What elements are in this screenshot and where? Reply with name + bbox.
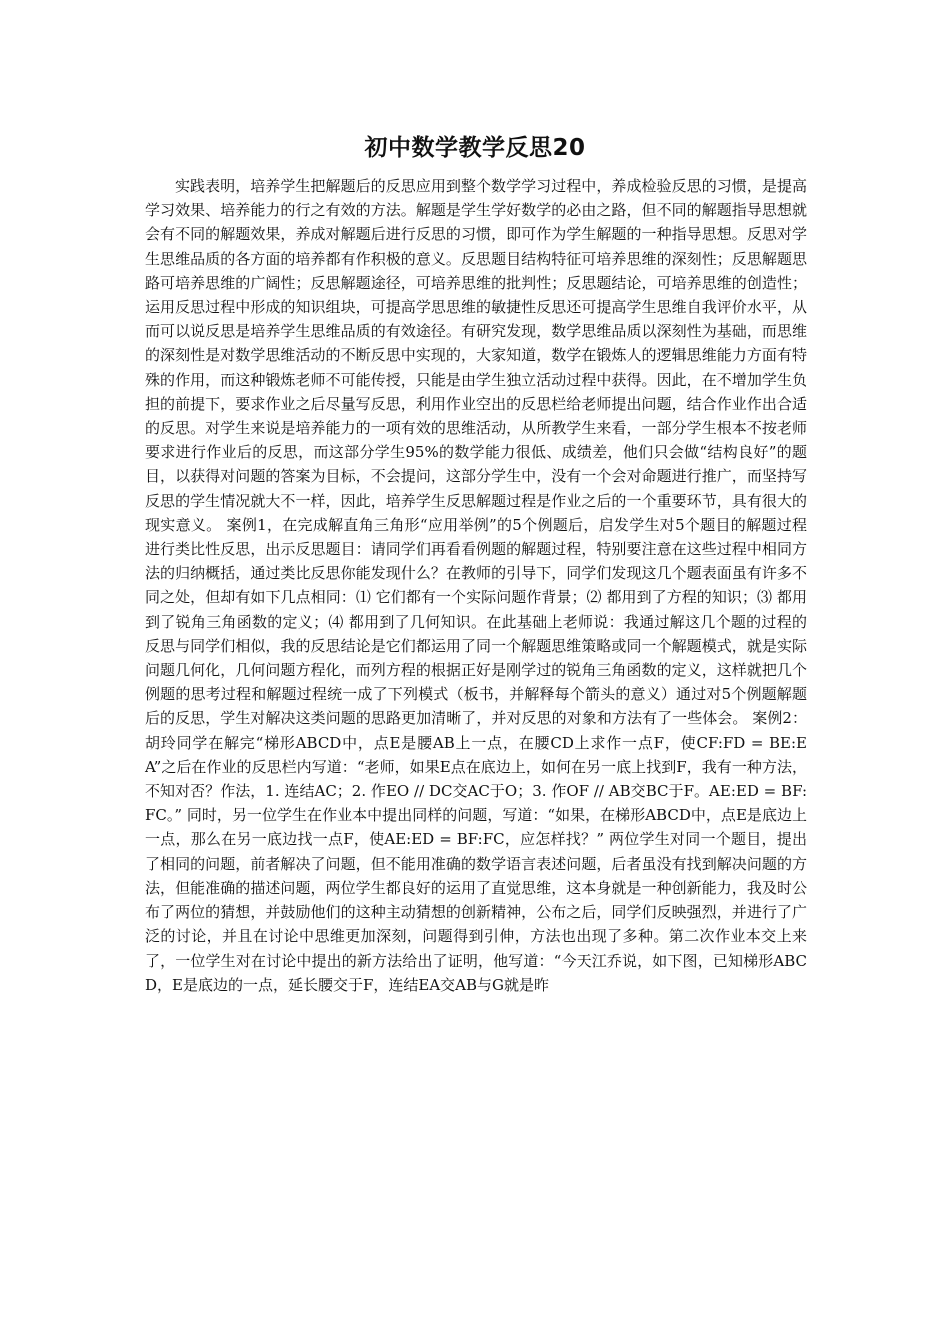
document-body-paragraph: 实践表明，培养学生把解题后的反思应用到整个数学学习过程中，养成检验反思的习惯，是提高学习效果、培养能力的行之有效的方法。解题是学生学好数学的必由之路，但不同的解题指导思想就会有不同的解题效果，养成对解题后进行反思的习惯，即可作为学生解题的一种指导思想。反思对学生思维品质的各方面的培养都有作积极的意义。反思题目结构特征可培养思维的深刻性；反思解题思路可培养思维的广阔性；反思解题途径，可培养思维的批判性；反思题结论，可培养思维的创造性；运用反思过程中形成的知识组块，可提高学思思维的敏捷性反思还可提高学生思维自我评价水平，从而可以说反思是培养学生思维品质的有效途径。有研究发现，数学思维品质以深刻性为基础，而思维的深刻性是对数学思维活动的不断反思中实现的，大家知道，数学在锻炼人的逻辑思维能力方面有特殊的作用，而这种锻炼老师不可能传授，只能是由学生独立活动过程中获得。因此，在不增加学生负担的前提下，要求作业之后尽量写反思，利用作业空出的反思栏给老师提出问题，结合作业作出合适的反思。对学生来说是培养能力的一项有效的思维活动，从所教学生来看，一部分学生根本不按老师要求进行作业后的反思，而这部分学生95%的数学能力很低、成绩差，他们只会做“结构良好”的题目，以获得对问题的答案为目标，不会提问，这部分学生中，没有一个会对命题进行推广，而坚持写反思的学生情况就大不一样，因此，培养学生反思解题过程是作业之后的一个重要环节，具有很大的现实意义。 案例1，在完成解直角三角形“应用举例”的5个例题后，启发学生对5个题目的解题过程进行类比性反思，出示反思题目：请同学们再看看例题的解题过程，特别要注意在这些过程中相同方法的归纳概括，通过类比反思你能发现什么？在教师的引导下，同学们发现这几个题表面虽有许多不同之处，但却有如下几点相同：⑴ 它们都有一个实际问题作背景；⑵ 都用到了方程的知识；⑶ 都用到了锐角三角函数的定义；⑷ 都用到了几何知识。在此基础上老师说：我通过解这几个题的过程的反思与同学们相似，我的反思结论是它们都运用了同一个解题思维策略或同一个解题模式，就是实际问题几何化，几何问题方程化，而列方程的根据正好是刚学过的锐角三角函数的定义，这样就把几个例题的思考过程和解题过程统一成了下列模式（板书，并解释每个箭头的意义）通过对5个例题解题后的反思，学生对解决这类问题的思路更加清晰了，并对反思的对象和方法有了一些体会。 案例2：胡玲同学在解完“梯形ABCD中，点E是腰AB上一点，在腰CD上求作一点F，使CF:FD = BE:EA”之后在作业的反思栏内写道：“老师，如果E点在底边上，如何在另一底上找到F，我有一种方法，不知对否？作法，1. 连结AC；2. 作EO // DC交AC于O；3. 作OF // AB交BC于F。AE:ED = BF:FC。” 同时，另一位学生在作业本中提出同样的问题，写道：“如果，在梯形ABCD中，点E是底边上一点，那么在另一底边找一点F，使AE:ED = BF:FC，应怎样找？” 两位学生对同一个题目，提出了相同的问题，前者解决了问题，但不能用准确的数学语言表述问题，后者虽没有找到解决问题的方法，但能准确的描述问题，两位学生都良好的运用了直觉思维，这本身就是一种创新能力，我及时公布了两位的猜想，并鼓励他们的这种主动猜想的创新精神，公布之后，同学们反映强烈，并进行了广泛的讨论，并且在讨论中思维更加深刻，问题得到引伸，方法也出现了多种。第二次作业本交上来了，一位学生对在讨论中提出的新方法给出了证明，他写道：“今天江乔说，如下图，已知梯形ABCD，E是底边的一点，延长腰交于F，连结EA交AB与G就是昨 <box>145 177 807 994</box>
document-title: 初中数学教学反思20 <box>364 135 586 161</box>
